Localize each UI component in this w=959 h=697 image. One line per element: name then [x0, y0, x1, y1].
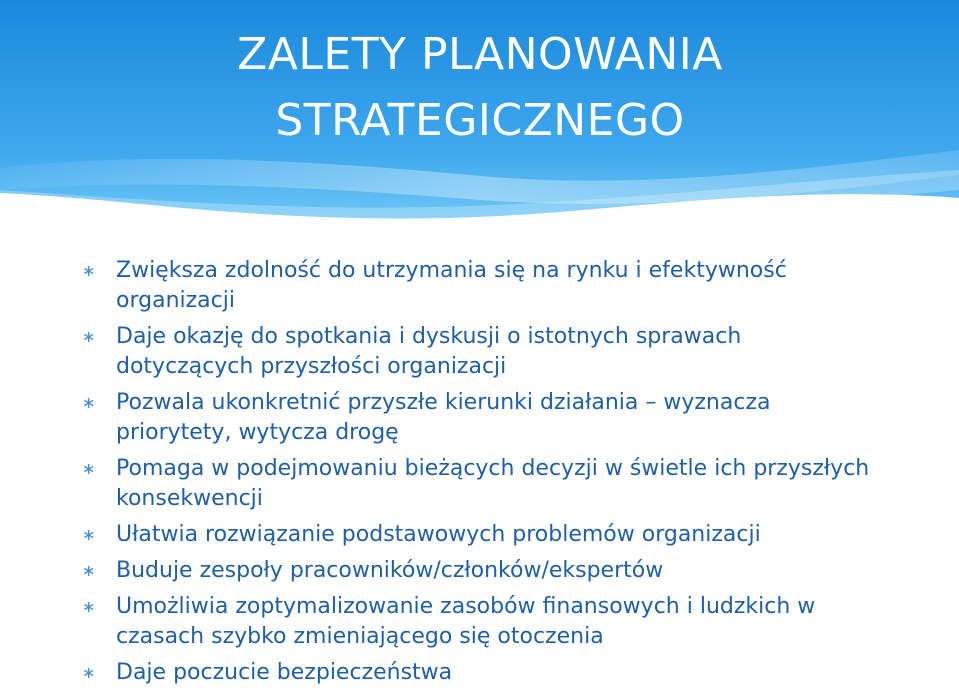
bullet-item — [82, 454, 882, 514]
bullet-item — [82, 256, 882, 316]
bullet-list — [82, 256, 882, 694]
asterisk-bullet-icon: ∗ — [82, 327, 96, 346]
asterisk-bullet-icon: ∗ — [82, 525, 96, 544]
bullet-item — [82, 388, 882, 448]
bullet-text: Daje poczucie bezpieczeństwa — [116, 660, 453, 685]
bullet-text: Ułatwia rozwiązanie podstawowych problemów organizacji — [116, 522, 761, 547]
asterisk-bullet-icon: ∗ — [82, 459, 96, 478]
bullet-text: Daje okazję do spotkania i dyskusji o istotnych sprawach dotyczących przyszłości organizacji — [116, 324, 742, 379]
bullet-item — [82, 658, 882, 688]
bullet-text: Pomaga w podejmowaniu bieżących decyzji w świetle ich przyszłych konsekwencji — [116, 456, 870, 511]
asterisk-bullet-icon: ∗ — [82, 663, 96, 682]
bullet-text: Umożliwia zoptymalizowanie zasobów finansowych i ludzkich w czasach szybko zmieniającego się otoczenia — [116, 594, 816, 649]
bullet-text: Pozwala ukonkretnić przyszłe kierunki działania – wyznacza priorytety, wytycza drogę — [116, 390, 771, 445]
title-line-1: ZALETY PLANOWANIA — [237, 29, 723, 80]
asterisk-bullet-icon: ∗ — [82, 561, 96, 580]
bullet-text: Zwiększa zdolność do utrzymania się na rynku i efektywność organizacji — [116, 258, 787, 313]
title-line-2: STRATEGICZNEGO — [275, 95, 685, 146]
bullet-item — [82, 556, 882, 586]
bullet-text: Buduje zespoły pracowników/członków/ekspertów — [116, 558, 664, 583]
slide-title — [140, 22, 820, 154]
bullet-item — [82, 520, 882, 550]
asterisk-bullet-icon: ∗ — [82, 597, 96, 616]
asterisk-bullet-icon: ∗ — [82, 393, 96, 412]
asterisk-bullet-icon: ∗ — [82, 261, 96, 280]
bullet-item — [82, 322, 882, 382]
bullet-item — [82, 592, 882, 652]
